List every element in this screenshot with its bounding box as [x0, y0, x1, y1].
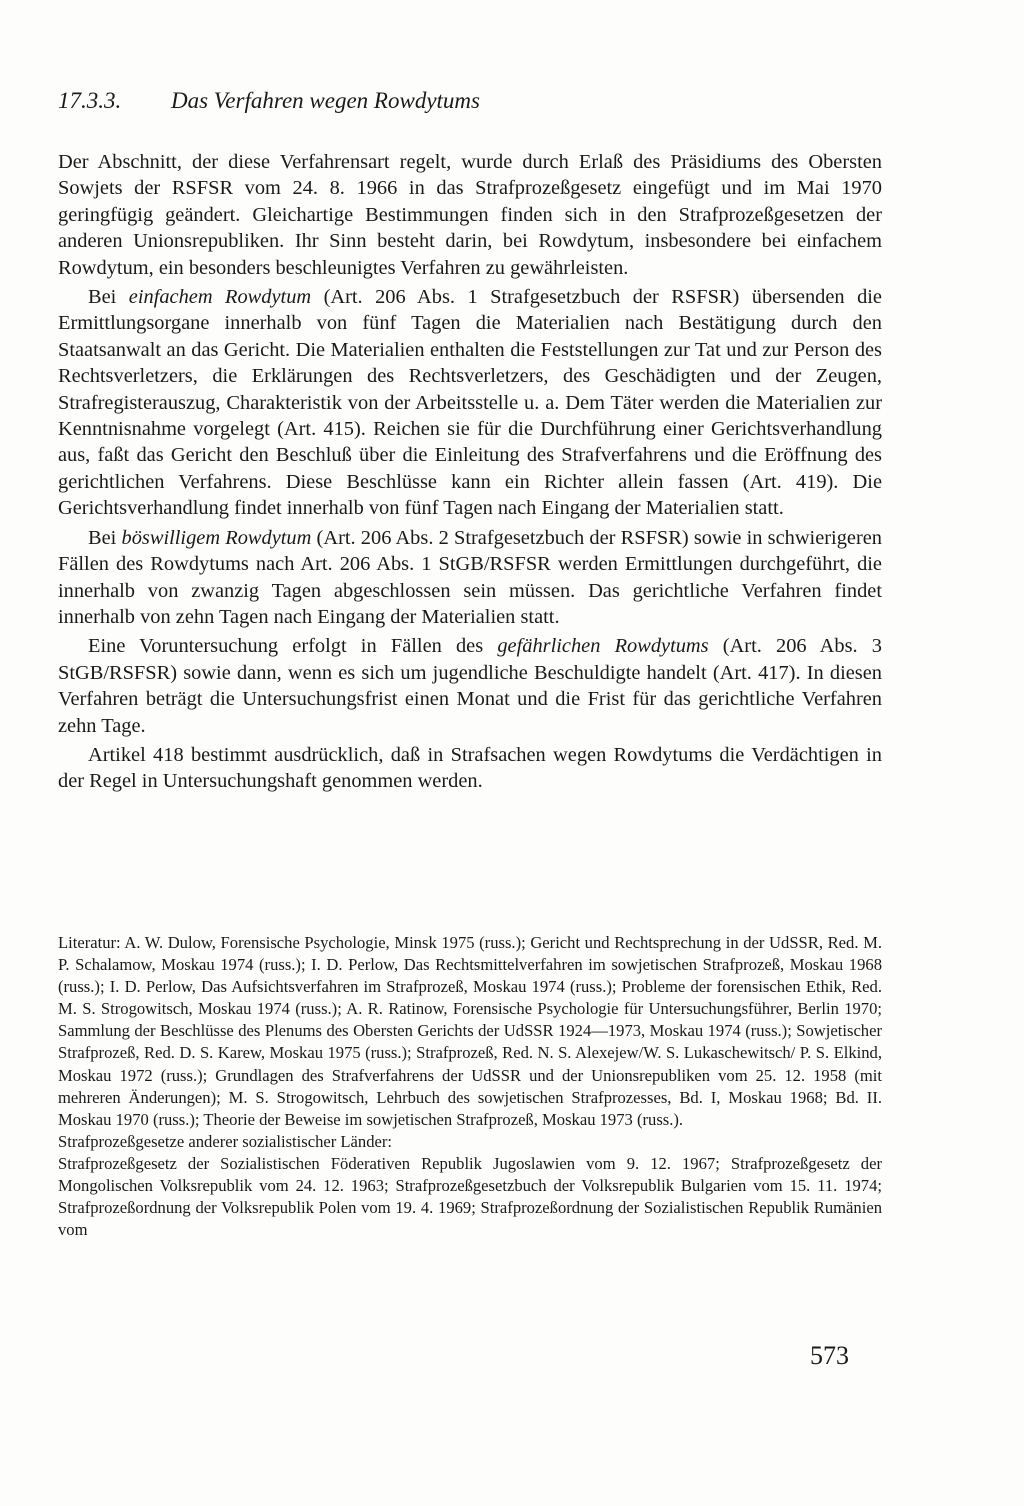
main-text — [58, 149, 882, 795]
emphasis-gefaehrliches-rowdytum: gefährlichen Rowdytums — [497, 635, 709, 658]
page-number: 573 — [810, 1341, 849, 1370]
section-title: Das Verfahren wegen Rowdytums — [171, 88, 480, 113]
paragraph-4-text-rest: (Art. 206 Abs. 3 StGB/RSFSR) sowie dann, wenn es sich um jugendliche Beschuldigte handelt (Art. 417). In diesen Verfahren beträgt die Untersuchungsfrist einen Monat und die Frist für das gerichtliche Verfahren zehn Tage. — [58, 635, 882, 737]
literature-list: Literatur: A. W. Dulow, Forensische Psychologie, Minsk 1975 (russ.); Gericht und Rechtsprechung in der UdSSR, Red. M. P. Schalamow, Moskau 1974 (russ.); I. D. Perlow, Das Rechtsmittelverfahren im sowjetischen Strafprozeß, Moskau 1968 (russ.); I. D. Perlow, Das Aufsichtsverfahren im Strafprozeß, Moskau 1974 (russ.); Probleme der forensischen Ethik, Red. M. S. Strogowitsch, Moskau 1974 (russ.); A. R. Ratinow, Forensische Psychologie für Untersuchungsführer, Berlin 1970; Sammlung der Beschlüsse des Plenums des Obersten Gerichts der UdSSR 1924—1973, Moskau 1974 (russ.); Sowjetischer Strafprozeß, Red. D. S. Karew, Moskau 1975 (russ.); Strafprozeß, Red. N. S. Alexejew/W. S. Lukaschewitsch/ P. S. Elkind, Moskau 1972 (russ.); Grundlagen des Strafverfahrens der UdSSR und der Unionsrepubliken vom 25. 12. 1958 (mit mehreren Änderungen); M. S. Strogowitsch, Lehrbuch des sowjetischen Strafprozesses, Bd. I, Moskau 1968; Bd. II. Moskau 1970 (russ.); Theorie der Beweise im sowjetischen Strafprozeß, Moskau 1973 (russ.). — [58, 933, 882, 1129]
literature-section — [58, 932, 882, 1241]
literature-laws-list: Strafprozeßgesetz der Sozialistischen Föderativen Republik Jugoslawien vom 9. 12. 1967; Strafprozeßgesetz der Mongolischen Volksrepublik vom 24. 12. 1963; Strafprozeßgesetzbuch der Volksrepublik Bulgarien vom 15. 11. 1974; Strafprozeßordnung der Volksrepublik Polen vom 19. 4. 1969; Strafprozeßordnung der Sozialistischen Republik Rumänien vom — [58, 1153, 882, 1240]
paragraph-5: Artikel 418 bestimmt ausdrücklich, daß in Strafsachen wegen Rowdytums die Verdächtigen in der Regel in Untersuchungshaft genommen werden. — [58, 743, 882, 793]
paragraph-3-text-start: Bei — [88, 526, 122, 549]
paragraph-3 — [58, 525, 882, 631]
paragraph-4 — [58, 633, 882, 739]
emphasis-boeswilliges-rowdytum: böswilligem Rowdytum — [121, 526, 312, 549]
section-number: 17.3.3. — [58, 88, 122, 113]
paragraph-2-text-start: Bei — [88, 286, 129, 309]
literature-subheading: Strafprozeßgesetze anderer sozialistischer Länder: — [58, 1131, 393, 1151]
paragraph-1: Der Abschnitt, der diese Verfahrensart regelt, wurde durch Erlaß des Präsidiums des Obersten Sowjets der RSFSR vom 24. 8. 1966 in das Strafprozeßgesetz eingefügt und im Mai 1970 geringfügig geändert. Gleichartige Bestimmungen finden sich in den Strafprozeßgesetzen der anderen Unionsrepubliken. Ihr Sinn besteht darin, bei Rowdytum, insbesondere bei einfachem Rowdytum, ein besonders beschleunigtes Verfahren zu gewährleisten. — [58, 151, 882, 279]
section-heading — [58, 88, 480, 114]
paragraph-2 — [58, 284, 882, 522]
paragraph-4-text-start: Eine Voruntersuchung erfolgt in Fällen des — [88, 635, 498, 658]
paragraph-2-text-rest: (Art. 206 Abs. 1 Strafgesetzbuch der RSFSR) übersenden die Ermittlungsorgane innerhalb von fünf Tagen die Materialien nach Bestätigung durch den Staatsanwalt an das Gericht. Die Materialien enthalten die Feststellungen zur Tat und zur Person des Rechtsverletzers, die Erklärungen des Rechtsverletzers, des Geschädigten und der Zeugen, Strafregisterauszug, Charakteristik von der Arbeitsstelle u. a. Dem Täter werden die Materialien zur Kenntnisnahme vorgelegt (Art. 415). Reichen sie für die Durchführung einer Gerichtsverhandlung aus, faßt das Gericht den Beschluß über die Einleitung des Strafverfahrens und die Eröffnung des gerichtlichen Verfahrens. Diese Beschlüsse kann ein Richter allein fassen (Art. 419). Die Gerichtsverhandlung findet innerhalb von fünf Tagen nach Eingang der Materialien statt. — [58, 286, 882, 520]
paragraph-3-text-rest: (Art. 206 Abs. 2 Strafgesetzbuch der RSFSR) sowie in schwierigeren Fällen des Rowdytums nach Art. 206 Abs. 1 StGB/RSFSR werden Ermittlungen durchgeführt, die innerhalb von zwanzig Tagen abgeschlossen sein müssen. Das gerichtliche Verfahren findet innerhalb von zehn Tagen nach Eingang der Materialien statt. — [58, 526, 882, 628]
emphasis-einfaches-rowdytum: einfachem Rowdytum — [128, 286, 312, 309]
